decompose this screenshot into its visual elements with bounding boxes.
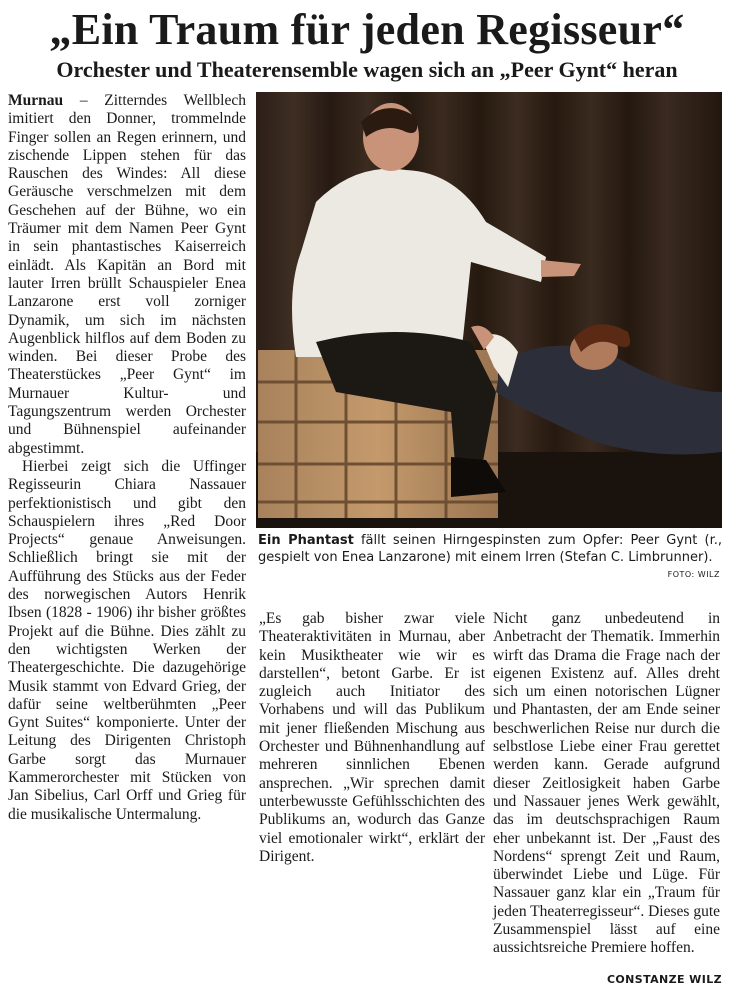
dateline: Murnau <box>8 92 64 109</box>
caption-lead: Ein Phantast <box>258 533 354 548</box>
author-byline: CONSTANZE WILZ <box>606 973 722 986</box>
stage-scene-image <box>256 92 722 528</box>
article-column-1 <box>8 92 246 824</box>
paragraph-2: Hierbei zeigt sich die Uffinger Regisseurin Chiara Nassauer perfektionistisch und gibt den Schauspielern ihres „Red Door Projects“ genaue Anweisungen. Schließlich bringt sie mit der Aufführung des Stücks aus der Feder des norwegischen Autors Henrik Ibsen (1828 - 1906) ihr bisher größtes Projekt auf die Bühne. Dies zählt zu den wichtigsten Werken der Theatergeschichte. Die dazugehörige Musik stammt von Edvard Grieg, der dafür seine weltberühmten „Peer Gynt Suites“ komponierte. Unter der Leitung des Dirigenten Christoph Garbe sorgt das Murnauer Kammerorchester mit Stücken von Jan Sibelius, Carl Orff und Grieg für die musikalische Untermalung. <box>8 457 246 823</box>
article-column-2 <box>259 610 485 866</box>
article-column-3 <box>493 610 720 958</box>
photo-caption <box>258 532 722 566</box>
paragraph-4: Nicht ganz unbedeutend in Anbetracht der Thematik. Immerhin wirft das Drama die Frage nach der eigenen Existenz auf. Alles dreht sich um einen notorischen Lügner und Phantasten, der am Ende seiner beschwerlichen Reise nur durch die selbstlose Liebe einer Frau gerettet werden kann. Gerade aufgrund dieser Zeitlosigkeit haben Garbe und Nassauer jenes Werk gewählt, das im deutschsprachigen Raum eher unbekannt ist. Der „Faust des Nordens“ sprengt Zeit und Raum, überwindet Liebe und Lüge. Für Nassauer ganz klar ein „Traum für jeden Theaterregisseur“. Dieses gute Zusammenspiel lässt auf eine aussichtsreiche Premiere hoffen. <box>493 610 720 957</box>
subheadline: Orchester und Theaterensemble wagen sich an „Peer Gynt“ heran <box>56 57 678 82</box>
photo-credit: FOTO: WILZ <box>667 570 720 579</box>
headline: „Ein Traum für jeden Regisseur“ <box>49 5 685 54</box>
paragraph-1-text: – Zitterndes Wellblech imitiert den Donner, trommelnde Finger sollen an Regen erinnern, und zischende Lippen stehen für das Rauschen des Windes: All diese Geräusche verschmelzen mit dem Geschehen auf der Bühne, wo ein Träumer mit dem Namen Peer Gynt in sein phantastisches Kaiserreich einlädt. Als Kapitän an Bord mit lauter Irren brüllt Schauspieler Enea Lanzarone erst voll zorniger Dynamik, um sich im nächsten Augenblick hilflos auf dem Boden zu winden. Bei dieser Probe des Theaterstückes „Peer Gynt“ im Murnauer Kultur- und Tagungszentrum werden Orchester und Bühnenspiel aufeinander abgestimmt. <box>8 92 246 457</box>
caption-text: fällt seinen Hirngespinsten zum Opfer: Peer Gynt (r., gespielt von Enea Lanzarone) mit einem Irren (Stefan C. Limbrunner). <box>258 533 722 565</box>
article-photo <box>256 92 722 528</box>
paragraph-3: „Es gab bisher zwar viele Theateraktivitäten in Murnau, aber kein Musiktheater wie wir es darstellen“, betont Garbe. Er ist zugleich auch Initiator des Vorhabens und will das Publikum mit jener fließenden Mischung aus Orchester und Bühnenhandlung auf mehreren sinnlichen Ebenen ansprechen. „Wir sprechen damit unterbewusste Gefühlsschichten des Publikums an, wodurch das Ganze viel emotionaler wirkt“, erklärt der Dirigent. <box>259 610 485 865</box>
paragraph-1 <box>8 92 246 458</box>
